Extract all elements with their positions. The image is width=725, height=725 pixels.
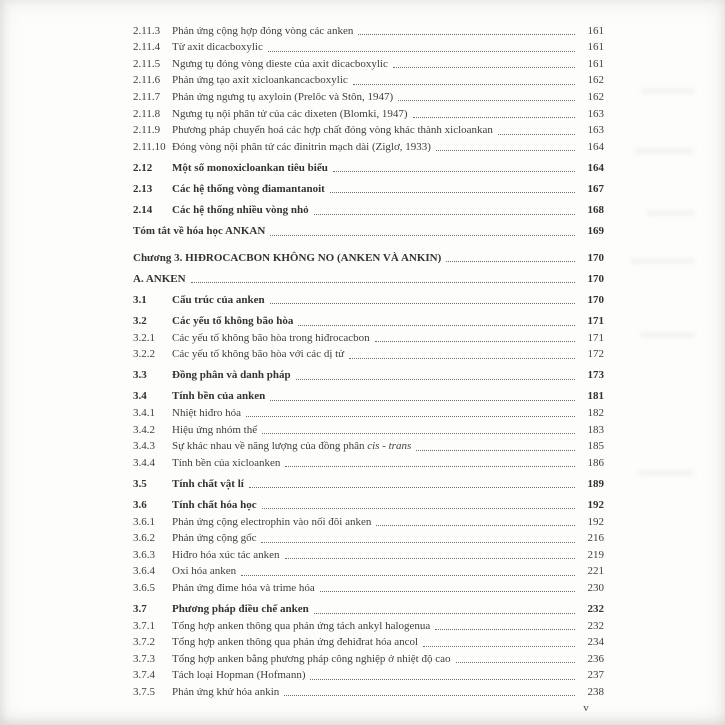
toc-row-number: 3.6.4 [133,565,155,578]
toc-row-number: 3.4.1 [133,406,155,419]
toc-row-number: 3.7 [133,603,147,615]
toc-row [133,387,604,404]
toc-row-page: 219 [587,548,604,561]
toc-row-number: 3.7.4 [133,669,155,682]
toc-row-page: 183 [587,423,604,436]
toc-row-label: Các hệ thống vòng điamantanoit [172,182,325,195]
bleedthrough-smudge [640,332,695,338]
footer-page-number: v [583,702,589,714]
toc-row [133,495,604,512]
toc-row-page: 162 [587,74,604,87]
toc-row [133,366,604,383]
toc-row-page: 182 [587,406,604,419]
toc-row-label: A. ANKEN [133,272,186,285]
toc-row-label: Tính chất vật lí [172,477,244,490]
toc-row-page: 170 [587,293,604,306]
toc-row-number: 3.6.3 [133,548,155,561]
toc-row [133,87,604,104]
toc-row-page: 186 [587,456,604,469]
toc-row [133,545,604,562]
toc-row-label: Đóng vòng nội phân tử các đinitrin mạch dài (Ziglơ, 1933) [172,140,431,153]
toc-row-label: Các yếu tố không bão hòa trong hiđrocacbon [172,331,370,344]
toc-row [133,529,604,546]
toc-row-page: 185 [587,440,604,453]
toc-row [133,666,604,683]
dot-leader [241,575,575,576]
toc-row-page: 237 [587,669,604,682]
toc-row [133,649,604,666]
toc-row-number: 2.13 [133,182,153,195]
toc-row-page: 236 [587,652,604,665]
toc-row-page: 168 [587,204,604,217]
toc-row-number: 2.11.9 [133,124,161,137]
dot-leader [423,646,575,647]
toc-row-label: Phản ứng cộng hợp đóng vòng các anken [172,24,354,37]
toc-row-label: Hiệu ứng nhóm thế [172,423,258,436]
toc-row-label: Đồng phân và danh pháp [172,369,291,382]
dot-leader [246,416,575,417]
dot-leader [191,282,575,283]
toc-row-page: 172 [587,348,604,361]
toc-row [133,38,604,55]
toc-row-page: 171 [587,331,604,344]
toc-row-number: 3.2 [133,315,147,327]
dot-leader [285,558,575,559]
dot-leader [358,34,575,35]
toc-row-page: 169 [587,225,604,238]
toc-row-number: 2.11.6 [133,74,161,87]
toc-row-label: Phương pháp điều chế anken [172,603,309,615]
toc-row [133,21,604,38]
toc-row-label: Từ axit dicacboxylic [172,41,263,54]
dot-leader [349,358,575,359]
toc-row-label: Các yếu tố không bão hòa với các dị tử [172,348,345,361]
toc-row-number: 2.11.7 [133,90,161,103]
dot-leader [436,150,575,151]
toc-row-page: 230 [587,581,604,594]
toc-row [133,420,604,437]
toc-row-page: 232 [587,619,604,632]
dot-leader [435,629,575,630]
toc-row-number: 3.3 [133,369,147,382]
dot-leader [333,171,575,172]
toc-row-number: 2.11.4 [133,41,161,54]
toc-row [133,345,604,362]
toc-row-page: 161 [587,41,604,54]
dot-leader [314,214,575,215]
toc-row-label: Các yếu tố không bão hòa [172,315,294,327]
toc-row [133,54,604,71]
toc-row [133,599,604,616]
toc-row [133,104,604,121]
toc-row-page: 192 [587,498,604,511]
dot-leader [375,341,575,342]
toc-row-page: 189 [587,477,604,490]
toc-row-number: 3.4 [133,390,147,403]
dot-leader [270,303,575,304]
toc-row-label: Các hệ thống nhiều vòng nhỏ [172,204,309,217]
toc-row [133,290,604,307]
toc-row-label: Phản ứng ngưng tụ axyloin (Prelôc và Stôn, 1947) [172,90,394,103]
toc-row [133,179,604,196]
toc-row-label: Phản ứng cộng gốc [172,532,257,545]
toc-row [133,311,604,328]
toc [133,21,604,699]
toc-row-number: 3.6.1 [133,515,155,528]
toc-row-number: 3.5 [133,477,147,490]
toc-row-label: Chương 3. HIĐROCACBON KHÔNG NO (ANKEN VÀ ANKIN) [133,251,442,264]
toc-row-number: 3.7.2 [133,636,155,649]
dot-leader [330,192,575,193]
dot-leader [262,508,575,509]
toc-row-number: 3.6.2 [133,532,155,545]
toc-row-page: 234 [587,636,604,649]
toc-row [133,633,604,650]
dot-leader [310,679,575,680]
dot-leader [353,84,575,85]
toc-row-number: 3.4.2 [133,423,155,436]
dot-leader [270,400,575,401]
toc-row-page: 238 [587,685,604,698]
toc-row [133,437,604,454]
toc-row-page: 170 [587,251,604,264]
toc-row [133,512,604,529]
toc-row-label: Phản ứng khử hóa ankin [172,685,280,698]
toc-row [133,200,604,217]
toc-row-number: 3.7.5 [133,685,155,698]
toc-row-label: Sự khác nhau về năng lượng của đồng phân cis - trans [172,440,412,453]
toc-row [133,269,604,286]
toc-row [133,453,604,470]
toc-row-label: Nhiệt hiđro hóa [172,406,242,419]
toc-row-label: Tính bền của xicloanken [172,456,281,469]
toc-row [133,71,604,88]
toc-row [133,121,604,138]
toc-row [133,248,604,265]
toc-row-number: 2.11.5 [133,57,161,70]
bleedthrough-smudge [630,258,694,264]
toc-row-label: Tổng hợp anken bằng phương pháp công nghiệp ở nhiệt độ cao [172,652,451,665]
toc-row-number: 3.7.3 [133,652,155,665]
dot-leader [249,487,575,488]
toc-row [133,158,604,175]
toc-row [133,403,604,420]
toc-row [133,562,604,579]
toc-row-label: Oxi hóa anken [172,565,237,578]
toc-row-page: 162 [587,90,604,103]
toc-row-label: Tóm tắt về hóa học ANKAN [133,225,266,238]
toc-row-label: Phương pháp chuyển hoá các hợp chất đóng vòng khác thành xicloankan [172,124,493,137]
toc-row-number: 3.4.4 [133,456,155,469]
toc-row-label: Phản ứng tạo axit xicloankancacboxylic [172,74,348,87]
toc-row-page: 161 [587,24,604,37]
toc-row [133,137,604,154]
toc-row-page: 232 [587,603,604,615]
toc-row-number: 2.14 [133,204,153,217]
toc-row [133,474,604,491]
toc-row-label: Một số monoxicloankan tiêu biểu [172,161,328,174]
toc-row-page: 167 [587,182,604,195]
toc-row-label: Phản ứng đime hóa và trime hóa [172,581,315,594]
toc-row-number: 3.2.2 [133,348,155,361]
dot-leader [296,379,575,380]
toc-row-number: 3.6 [133,498,147,511]
toc-row-page: 173 [587,369,604,382]
toc-row-page: 163 [587,124,604,137]
dot-leader [284,695,575,696]
toc-row-page: 164 [587,161,604,174]
toc-row-page: 163 [587,107,604,120]
dot-leader [456,662,576,663]
dot-leader [393,67,575,68]
toc-row-label: Ngưng tụ đóng vòng dieste của axit dicacboxylic [172,57,388,70]
toc-row-page: 192 [587,515,604,528]
toc-row [133,328,604,345]
toc-row-number: 3.2.1 [133,331,155,344]
dot-leader [262,433,575,434]
toc-row-page: 171 [587,315,604,327]
toc-row-page: 164 [587,140,604,153]
toc-row-label: Cấu trúc của anken [172,293,265,306]
toc-row-page: 221 [587,565,604,578]
toc-row-label: Tách loại Hopman (Hofmann) [172,669,306,682]
toc-row-page: 170 [587,272,604,285]
dot-leader [446,261,575,262]
dot-leader [285,466,575,467]
toc-row-label: Tổng hợp anken thông qua phản ứng đehiđrat hóa ancol [172,636,419,649]
toc-row-number: 3.1 [133,293,147,306]
dot-leader [261,542,575,543]
dot-leader [416,450,575,451]
dot-leader [413,117,575,118]
toc-row [133,222,604,239]
toc-row-label: Tổng hợp anken thông qua phản ứng tách ankyl halogenua [172,619,431,632]
toc-row-page: 216 [587,532,604,545]
toc-row-number: 2.12 [133,161,153,174]
toc-row-label: Hiđro hóa xúc tác anken [172,548,280,561]
dot-leader [498,134,575,135]
bleedthrough-smudge [641,88,695,94]
dot-leader [398,100,575,101]
toc-row-number: 3.7.1 [133,619,155,632]
toc-row-label-italic: cis - trans [367,440,412,453]
dot-leader [320,591,575,592]
toc-row-number: 2.11.8 [133,107,161,120]
dot-leader [270,235,575,236]
toc-row [133,682,604,699]
dot-leader [314,613,575,614]
toc-row-number: 3.6.5 [133,581,155,594]
toc-row-page: 181 [587,390,604,403]
dot-leader [268,51,575,52]
toc-row-number: 3.4.3 [133,440,155,453]
toc-row [133,578,604,595]
toc-row-page: 161 [587,57,604,70]
bleedthrough-smudge [638,470,694,476]
toc-row-label: Tính bền của anken [172,390,266,403]
toc-row [133,616,604,633]
toc-row-label: Phản ứng cộng electrophin vào nối đôi anken [172,515,372,528]
dot-leader [298,325,575,326]
dot-leader [376,525,575,526]
bleedthrough-smudge [634,148,694,154]
toc-row-number: 2.11.3 [133,24,161,37]
toc-row-label: Tính chất hóa học [172,498,257,511]
toc-row-label: Ngưng tụ nội phân tử của các dixeten (Blomki, 1947) [172,107,408,120]
toc-row-number: 2.11.10 [133,140,166,153]
bleedthrough-smudge [646,210,694,216]
